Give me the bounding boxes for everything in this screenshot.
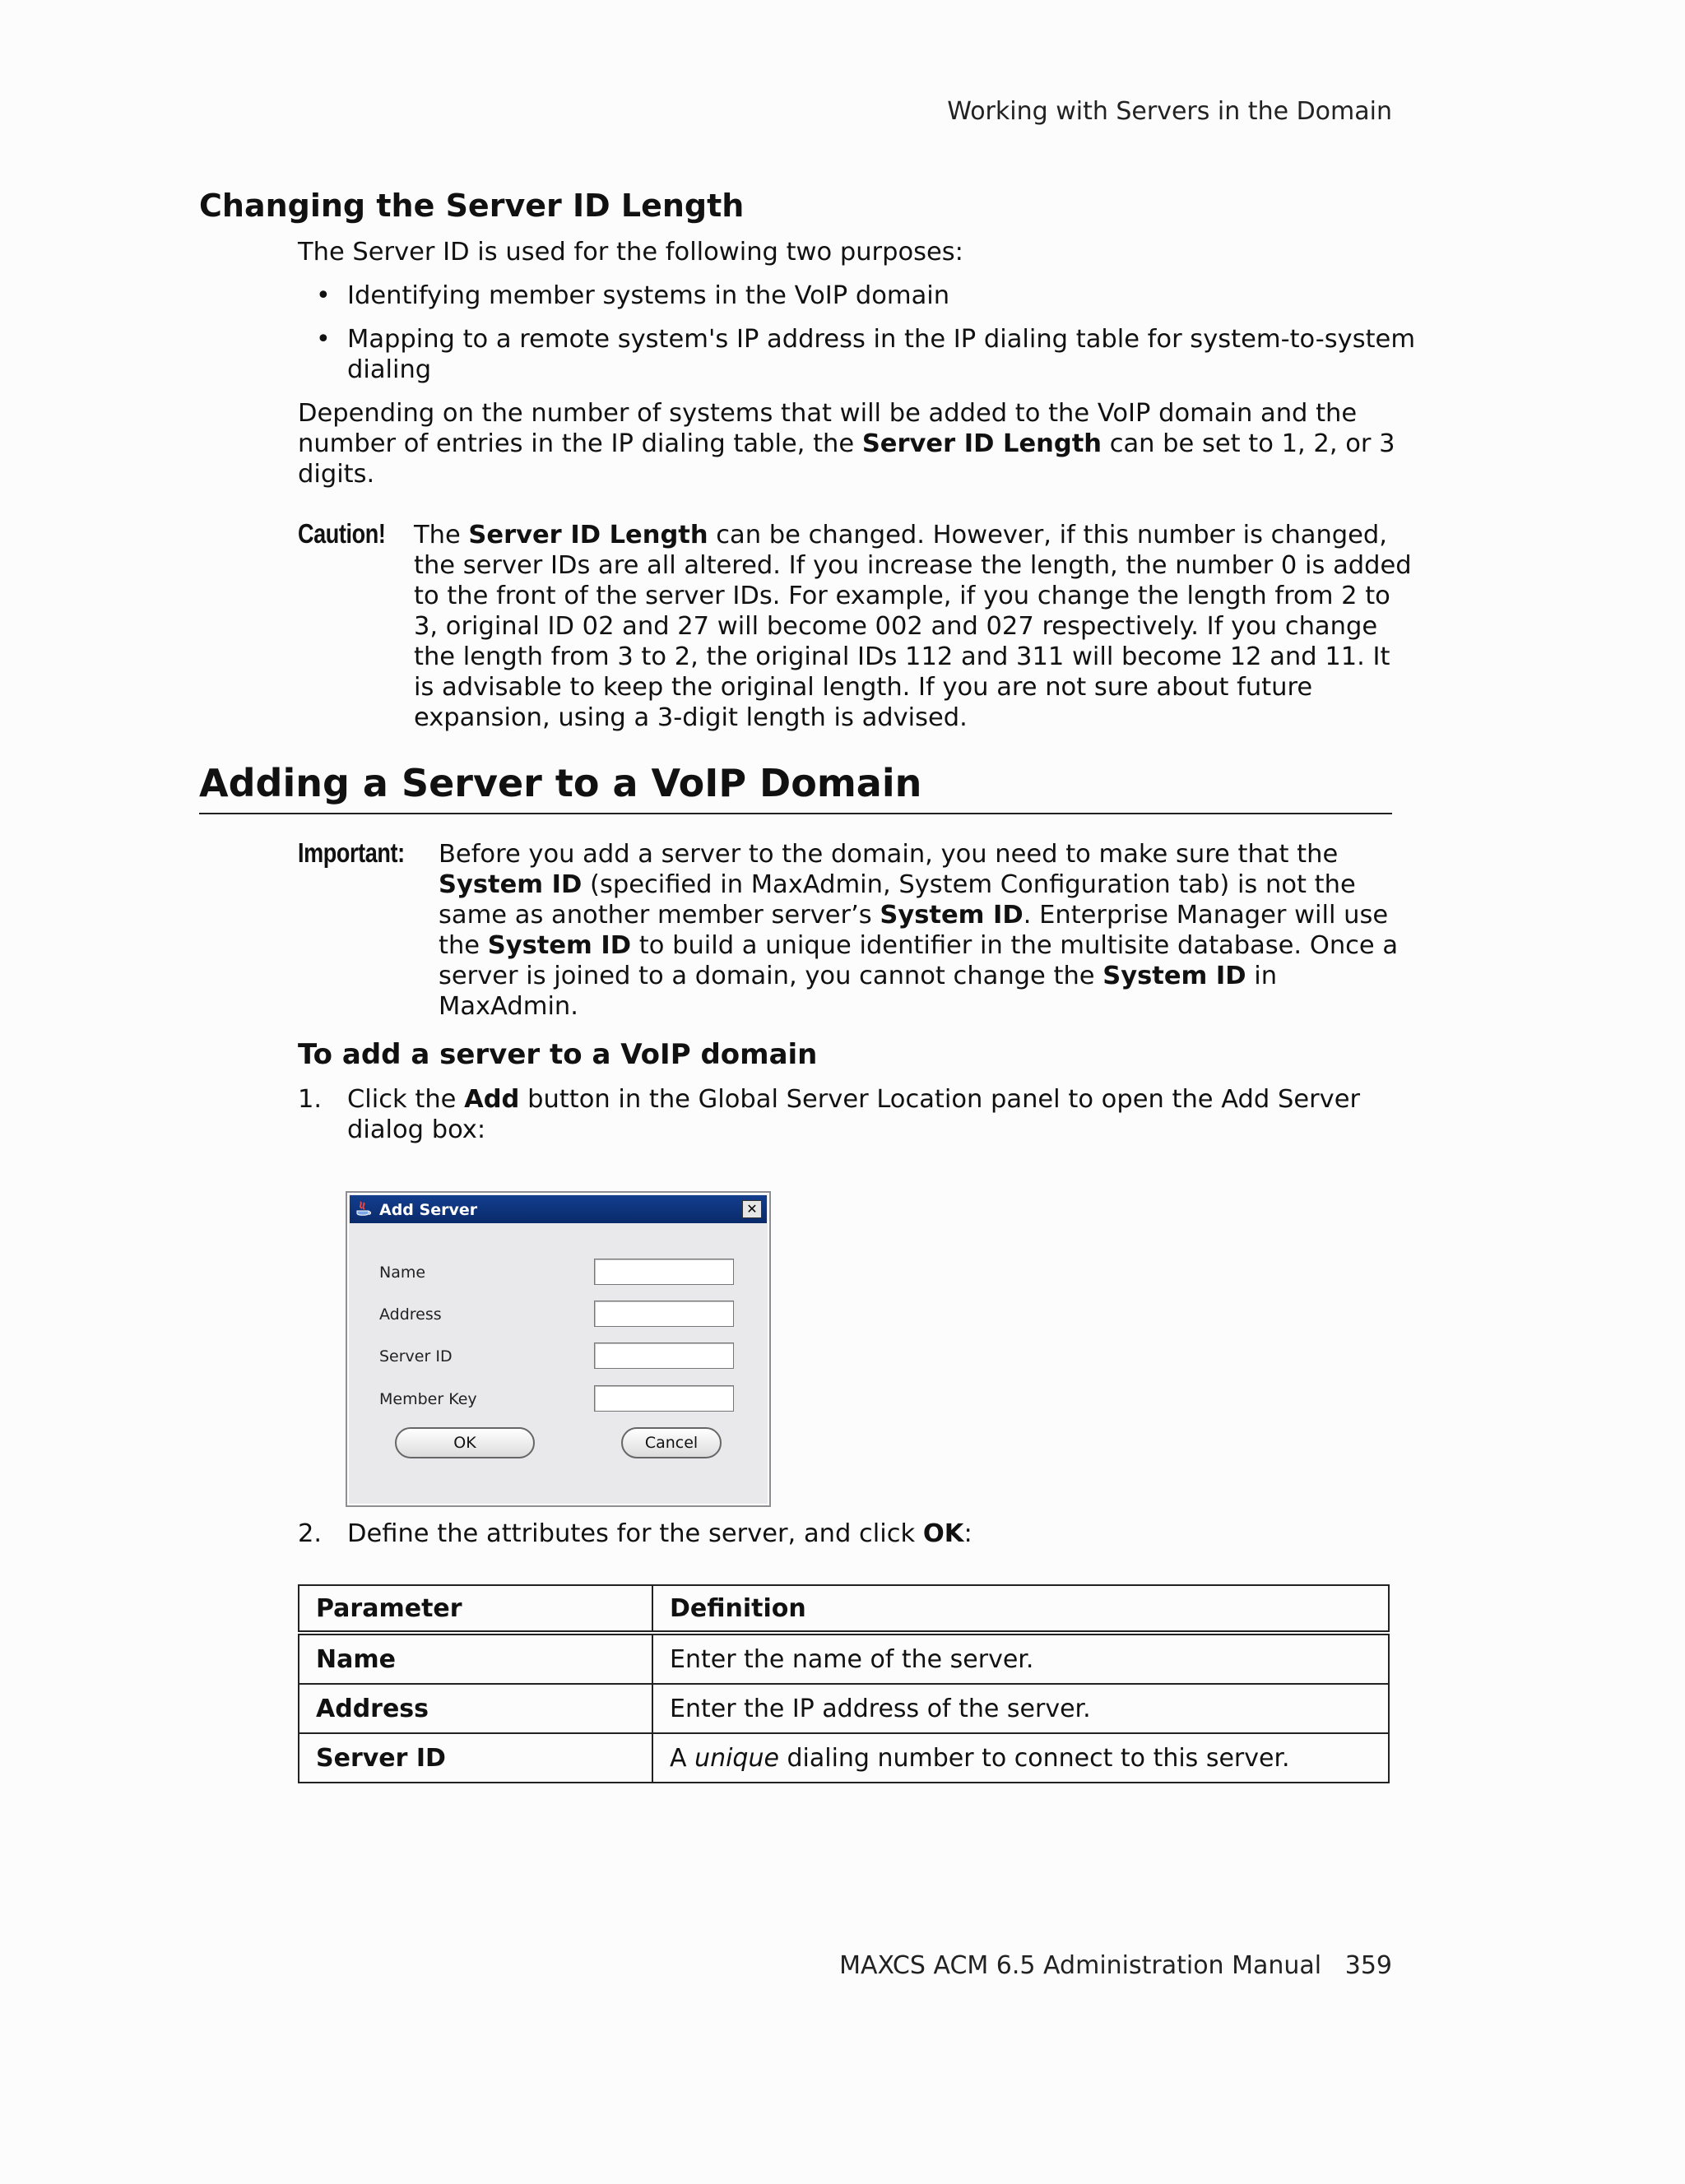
- running-header: Working with Servers in the Domain: [947, 97, 1392, 126]
- para-line: digits.: [298, 460, 375, 489]
- address-label: Address: [379, 1305, 442, 1324]
- table-row: [299, 1684, 1389, 1733]
- important-label: Important:: [298, 837, 405, 868]
- step-number: 2.: [298, 1519, 323, 1548]
- procedure-heading: To add a server to a VoIP domain: [298, 1038, 818, 1071]
- caution-line: the server IDs are all altered. If you increase the length, the number 0 is added: [414, 551, 1412, 580]
- caution-line: The Server ID Length can be changed. However, if this number is changed,: [414, 521, 1387, 549]
- table-cell-parameter: Name: [299, 1633, 652, 1684]
- step-number: 1.: [298, 1085, 323, 1114]
- bullet-item: Identifying member systems in the VoIP domain: [347, 281, 950, 310]
- caution-line: the length from 3 to 2, the original IDs 112 and 311 will become 12 and 11. It: [414, 642, 1390, 671]
- java-app-icon: [355, 1200, 371, 1218]
- parameter-table: [298, 1584, 1390, 1783]
- table-row: [299, 1633, 1389, 1684]
- page-number: 359: [1344, 1951, 1392, 1980]
- manual-title: MAXCS ACM 6.5 Administration Manual: [839, 1951, 1322, 1980]
- important-line: Before you add a server to the domain, you need to make sure that the: [439, 840, 1339, 869]
- column-header-parameter: Parameter: [299, 1585, 652, 1633]
- section-heading-adding-server: Adding a Server to a VoIP Domain: [199, 761, 922, 805]
- step-text: Click the Add button in the Global Server Location panel to open the Add Server: [347, 1085, 1360, 1114]
- table-row: [299, 1733, 1389, 1783]
- dialog-title: Add Server: [379, 1201, 478, 1219]
- table-header-row: [299, 1585, 1389, 1633]
- table-cell-definition: A unique dialing number to connect to this server.: [652, 1733, 1389, 1783]
- name-label: Name: [379, 1264, 426, 1282]
- bullet-item-continuation: dialing: [347, 355, 432, 384]
- add-server-dialog: [346, 1191, 771, 1507]
- table-cell-definition: Enter the name of the server.: [652, 1633, 1389, 1684]
- intro-text: The Server ID is used for the following two purposes:: [298, 238, 963, 267]
- address-input[interactable]: [594, 1301, 734, 1327]
- page-footer: [839, 1951, 1392, 1980]
- important-line: System ID (specified in MaxAdmin, System Configuration tab) is not the: [439, 870, 1356, 899]
- step-text: Define the attributes for the server, and click OK:: [347, 1519, 972, 1548]
- bullet-dot: •: [316, 281, 331, 310]
- para-line: number of entries in the IP dialing table, the Server ID Length can be set to 1, 2, or 3: [298, 429, 1395, 458]
- important-line: server is joined to a domain, you cannot change the System ID in: [439, 962, 1278, 990]
- section-heading-server-id-length: Changing the Server ID Length: [199, 188, 745, 224]
- para-line: Depending on the number of systems that will be added to the VoIP domain and the: [298, 399, 1358, 428]
- important-line: the System ID to build a unique identifier in the multisite database. Once a: [439, 931, 1399, 960]
- dialog-titlebar: [350, 1195, 767, 1223]
- heading-rule: [199, 813, 1392, 814]
- server-id-label: Server ID: [379, 1347, 453, 1366]
- member-key-label: Member Key: [379, 1390, 477, 1408]
- caution-line: to the front of the server IDs. For example, if you change the length from 2 to: [414, 582, 1390, 610]
- important-line: MaxAdmin.: [439, 992, 578, 1021]
- cancel-button[interactable]: Cancel: [621, 1427, 722, 1458]
- close-icon[interactable]: ✕: [742, 1200, 762, 1218]
- ok-button[interactable]: OK: [395, 1427, 535, 1458]
- caution-line: expansion, using a 3-digit length is advised.: [414, 703, 968, 732]
- step-text: dialog box:: [347, 1115, 486, 1144]
- bullet-item: Mapping to a remote system's IP address in the IP dialing table for system-to-system: [347, 325, 1416, 354]
- caution-label: Caution!: [298, 518, 386, 549]
- table-cell-parameter: Server ID: [299, 1733, 652, 1783]
- caution-line: is advisable to keep the original length. If you are not sure about future: [414, 673, 1313, 702]
- caution-line: 3, original ID 02 and 27 will become 002 and 027 respectively. If you change: [414, 612, 1378, 641]
- table-cell-parameter: Address: [299, 1684, 652, 1733]
- member-key-input[interactable]: [594, 1385, 734, 1412]
- column-header-definition: Definition: [652, 1585, 1389, 1633]
- server-id-input[interactable]: [594, 1342, 734, 1369]
- name-input[interactable]: [594, 1259, 734, 1285]
- important-line: same as another member server’s System ID. Enterprise Manager will use: [439, 901, 1389, 930]
- table-cell-definition: Enter the IP address of the server.: [652, 1684, 1389, 1733]
- bullet-dot: •: [316, 325, 331, 354]
